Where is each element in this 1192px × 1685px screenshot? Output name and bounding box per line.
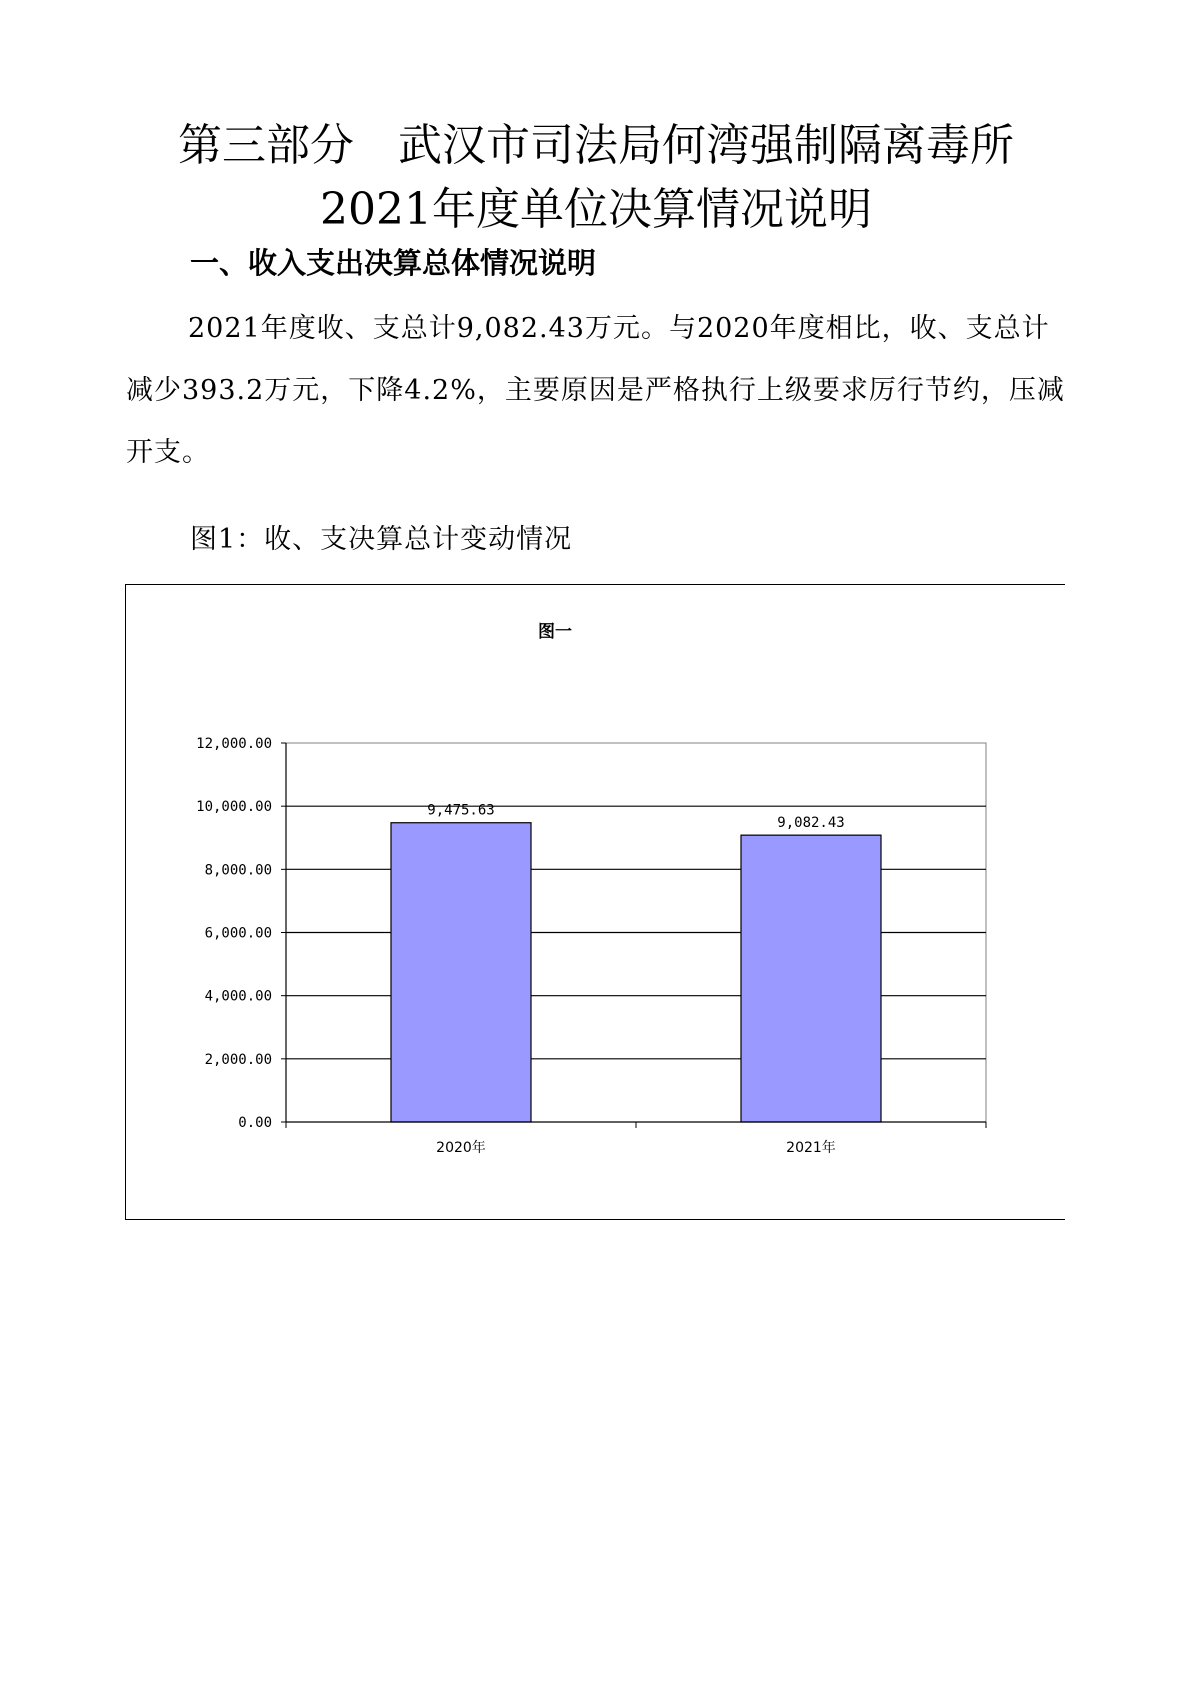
y-tick-label: 10,000.00 [196, 799, 272, 816]
y-tick-label: 12,000.00 [196, 736, 272, 752]
y-tick-label: 2,000.00 [204, 1051, 272, 1068]
y-tick-label: 8,000.00 [204, 862, 272, 879]
bar-value-label: 9,475.63 [427, 802, 495, 819]
bar-chart [126, 585, 1066, 1221]
bar-1 [391, 823, 531, 1122]
y-tick-label: 6,000.00 [204, 925, 272, 942]
y-tick-label: 0.00 [238, 1115, 272, 1131]
x-category-label: 2020年 [436, 1140, 486, 1156]
bar-layer [391, 803, 881, 1122]
x-category-label: 2021年 [786, 1140, 836, 1156]
page-title-line1: 第三部分 武汉市司法局何湾强制隔离毒所 [178, 120, 1014, 171]
summary-paragraph: 2021年度收、支总计9,082.43万元。与2020年度相比，收、支总计减少393.2万元，下降4.2%，主要原因是严格执行上级要求厉行节约，压减开支。 [126, 313, 1065, 468]
page-title-line2: 2021年度单位决算情况说明 [320, 184, 872, 235]
figure-caption: 图1：收、支决算总计变动情况 [190, 524, 573, 555]
bar-value-label: 9,082.43 [777, 815, 845, 832]
section-heading: 一、收入支出决算总体情况说明 [190, 246, 597, 280]
y-tick-label: 4,000.00 [204, 988, 272, 1005]
bar-2 [741, 835, 881, 1122]
chart-frame [125, 584, 1065, 1220]
chart-title: 图一 [538, 622, 572, 642]
